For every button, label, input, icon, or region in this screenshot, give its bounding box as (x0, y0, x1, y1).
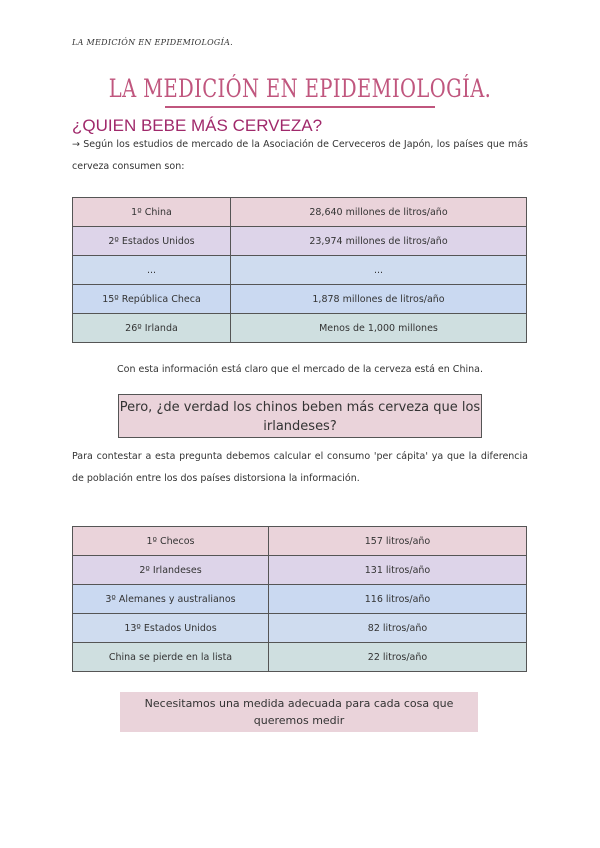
value-cell: 131 litros/año (269, 556, 527, 585)
value-cell: 22 litros/año (269, 643, 527, 672)
page-title: LA MEDICIÓN EN EPIDEMIOLOGÍA. (108, 74, 492, 103)
total-consumption-table (72, 197, 527, 343)
country-cell: 1º Checos (73, 527, 269, 556)
value-cell: 28,640 millones de litros/año (231, 198, 527, 227)
table-row (73, 585, 527, 614)
table-row (73, 227, 527, 256)
title-underline (165, 106, 435, 108)
country-cell: 2º Estados Unidos (73, 227, 231, 256)
per-capita-table (72, 526, 527, 672)
table-row (73, 614, 527, 643)
value-cell: Menos de 1,000 millones (231, 314, 527, 343)
country-cell: 15º República Checa (73, 285, 231, 314)
country-cell: 13º Estados Unidos (73, 614, 269, 643)
section-subtitle: ¿QUIEN BEBE MÁS CERVEZA? (72, 116, 323, 135)
country-cell: 2º Irlandeses (73, 556, 269, 585)
table-row (73, 285, 527, 314)
value-cell: 82 litros/año (269, 614, 527, 643)
value-cell: 157 litros/año (269, 527, 527, 556)
country-cell: 1º China (73, 198, 231, 227)
explanation-paragraph: Para contestar a esta pregunta debemos calcular el consumo 'per cápita' ya que la diferencia de población entre los dos países distorsiona la información. (72, 451, 528, 484)
value-cell: ... (231, 256, 527, 285)
table-row (73, 198, 527, 227)
question-callout: Pero, ¿de verdad los chinos beben más cerveza que los irlandeses? (118, 394, 482, 438)
value-cell: 1,878 millones de litros/año (231, 285, 527, 314)
final-callout: Necesitamos una medida adecuada para cada cosa que queremos medir (120, 692, 478, 732)
table-row (73, 256, 527, 285)
table-row (73, 643, 527, 672)
country-cell: 26º Irlanda (73, 314, 231, 343)
intro-paragraph: → Según los estudios de mercado de la Asociación de Cerveceros de Japón, los países que más cerveza consumen son: (72, 139, 528, 172)
value-cell: 116 litros/año (269, 585, 527, 614)
country-cell: ... (73, 256, 231, 285)
value-cell: 23,974 millones de litros/año (231, 227, 527, 256)
table-row (73, 314, 527, 343)
conclusion-text: Con esta información está claro que el mercado de la cerveza está en China. (117, 364, 483, 375)
table-row (73, 556, 527, 585)
country-cell: 3º Alemanes y australianos (73, 585, 269, 614)
running-header: LA MEDICIÓN EN EPIDEMIOLOGÍA. (72, 38, 233, 47)
country-cell: China se pierde en la lista (73, 643, 269, 672)
table-row (73, 527, 527, 556)
